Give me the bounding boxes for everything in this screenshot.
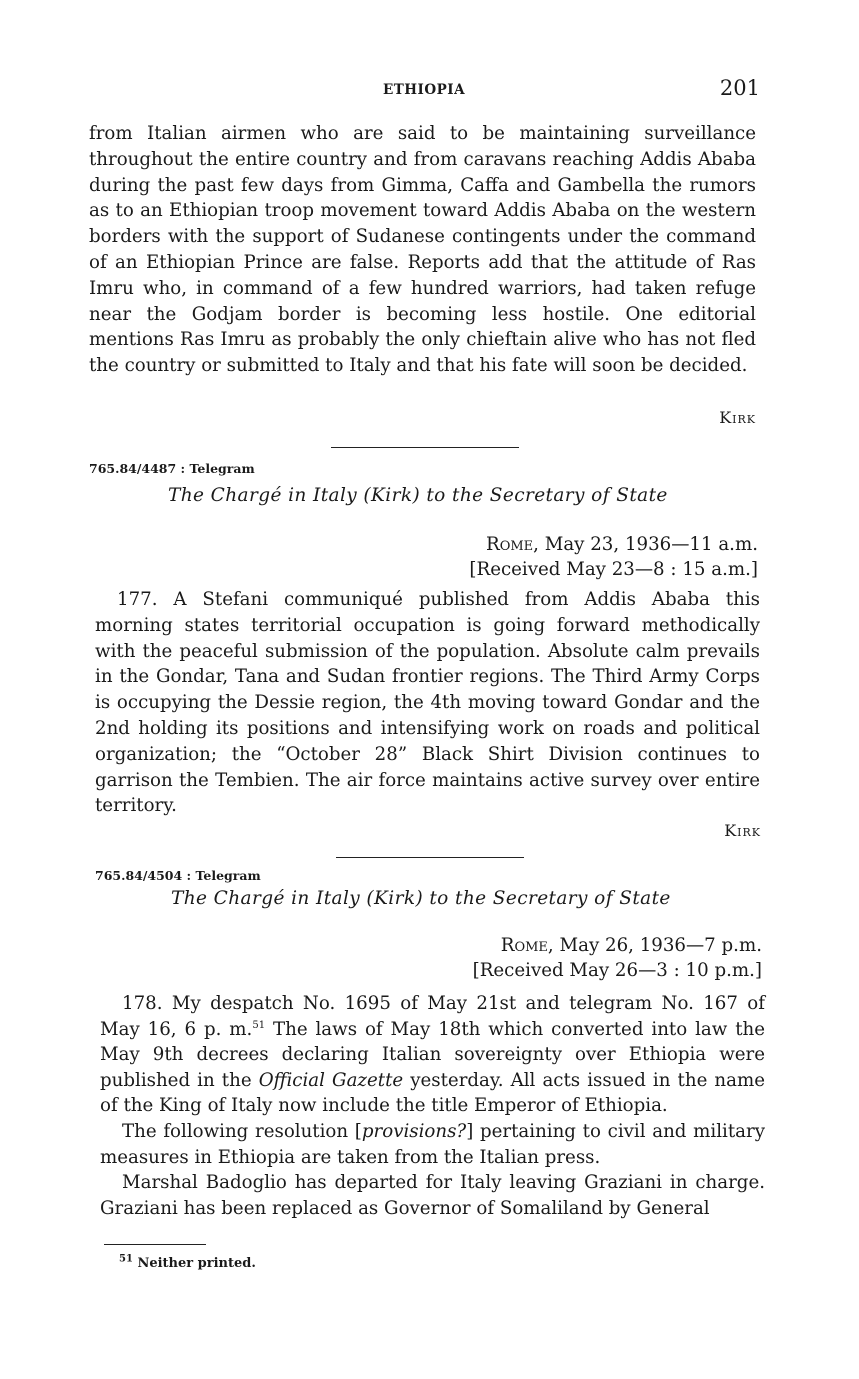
signature-kirk-2: Kirk [724, 821, 761, 840]
running-head: ETHIOPIA [382, 82, 466, 98]
date-received-178: [Received May 26—3 : 10 p.m.] [472, 960, 762, 981]
place-177: Rome [486, 534, 534, 555]
telegram-body-177: 177. A Stefani communiqué published from Addis Ababa this morning states territorial occupation is going forward methodically with the peaceful submission of the population. Absolute calm prevails in the Gondar, Tana and Sudan frontier regions. The Third Army Corps is occupying the Dessie region, the 4th moving toward Gondar and the 2nd holding its positions and intensifying work on roads and political organization; the “October 28” Black Shirt Division continues to garrison the Tembien. The air force maintains active survey over entire territory. [95, 589, 760, 817]
doc-reference-4487: 765.84/4487 : Telegram [89, 461, 255, 476]
section-divider-2 [336, 857, 524, 858]
page-header [88, 76, 760, 106]
date-sent-178 [362, 933, 762, 958]
place-178: Rome [500, 935, 548, 956]
para1-text-b: The laws of May 18th which converted into law the May 9th decrees declaring Italian sovereignty over Ethiopia were published in the [100, 1018, 765, 1091]
footnote-number: 51 [119, 1253, 133, 1265]
date-sent-177 [358, 532, 758, 557]
telegram-title-178: The Chargé in Italy (Kirk) to the Secretary of State [171, 888, 671, 909]
footnote-ref-51: 51 [252, 1019, 266, 1031]
page-number: 201 [719, 76, 760, 100]
para1-text-c: yesterday. All acts issued in the name of the King of Italy now include the title Emperor of Ethiopia. [100, 1069, 765, 1117]
dateline-178 [362, 933, 762, 983]
official-gazette-italic: Official Gazette [258, 1069, 404, 1091]
paragraph-178-1 [100, 991, 765, 1119]
para1-text-a: 178. My despatch No. 1695 of May 21st and telegram No. 167 of May 16, 6 p. m. [100, 993, 765, 1040]
paragraph-178-3: Marshal Badoglio has departed for Italy leaving Graziani in charge. Graziani has been replaced as Governor of Somaliland by General [100, 1172, 765, 1219]
doc-reference-4504: 765.84/4504 : Telegram [95, 868, 261, 883]
section-divider-1 [331, 447, 519, 448]
paragraph-178-2 [100, 1119, 765, 1170]
footnote-51 [119, 1253, 256, 1271]
date-178: , May 26, 1936—7 p.m. [547, 935, 762, 956]
provisions-italic: provisions? [361, 1120, 467, 1142]
date-177: , May 23, 1936—11 a.m. [533, 534, 758, 555]
date-received-177: [Received May 23—8 : 15 a.m.] [469, 559, 758, 580]
telegram-title-177: The Chargé in Italy (Kirk) to the Secretary of State [168, 485, 668, 506]
signature-kirk-1: Kirk [719, 408, 756, 427]
footnote-divider [104, 1244, 206, 1245]
para2-text-a: The following resolution [ [122, 1120, 362, 1142]
telegram-body-178 [100, 991, 765, 1221]
dateline-177 [358, 532, 758, 582]
para2-text-b: ] pertaining to civil and military measures in Ethiopia are taken from the Italian press. [100, 1120, 765, 1168]
footnote-text: Neither printed. [132, 1256, 256, 1271]
continuation-paragraph: from Italian airmen who are said to be maintaining surveillance throughout the entire country and from caravans reaching Addis Ababa during the past few days from Gimma, Caffa and Gambella the rumors as to an Ethiopian troop movement toward Addis Ababa on the western borders with the support of Sudanese contingents under the command of an Ethiopian Prince are false. Reports add that the attitude of Ras Imru who, in command of a few hundred warriors, had taken refuge near the Godjam border is becoming less hostile. One editorial mentions Ras Imru as probably the only chieftain alive who has not fled the country or submitted to Italy and that his fate will soon be decided. [89, 123, 756, 377]
